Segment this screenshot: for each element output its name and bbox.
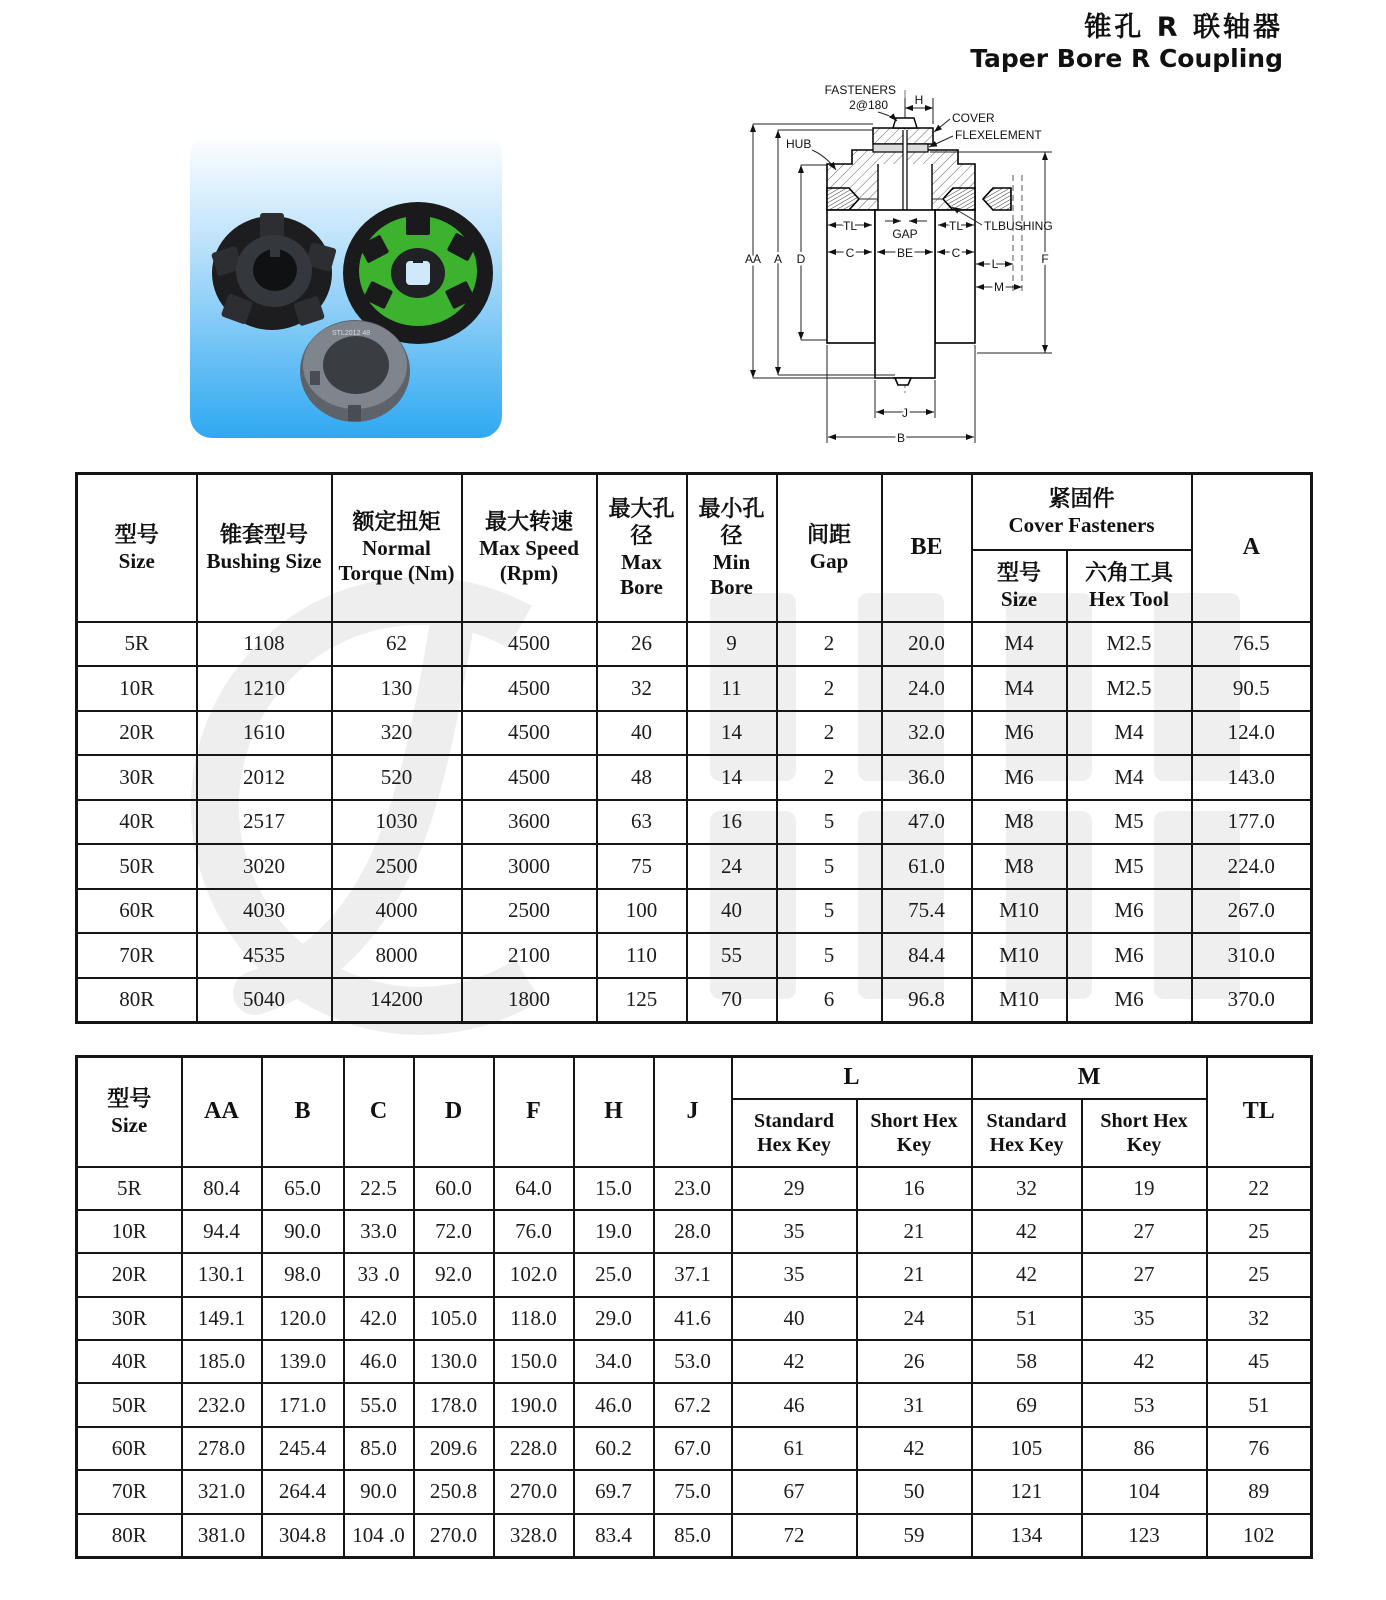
table-cell: 10R	[77, 666, 197, 711]
col-header-h: H	[574, 1057, 654, 1167]
table-cell: 26	[597, 622, 687, 667]
table-cell: 30R	[77, 1297, 182, 1340]
table-cell: 33 .0	[344, 1253, 414, 1296]
table-cell: 2517	[197, 800, 332, 845]
col-header-l-standard-hex-key: Standard Hex Key	[732, 1099, 857, 1167]
table-cell: 1210	[197, 666, 332, 711]
label-flexelement: FLEXELEMENT	[955, 128, 1042, 142]
table-cell: 24	[687, 844, 777, 889]
table-cell: 67	[732, 1470, 857, 1513]
table-cell: 22	[1207, 1167, 1312, 1210]
table-cell: 5	[777, 844, 882, 889]
table-cell: 42	[857, 1427, 972, 1470]
table-cell: 92.0	[414, 1253, 494, 1296]
table-cell: 72	[732, 1514, 857, 1557]
table-cell: 3020	[197, 844, 332, 889]
table-cell: 102	[1207, 1514, 1312, 1557]
table-row	[77, 711, 1312, 756]
table-cell: 2	[777, 711, 882, 756]
table-cell: 5R	[77, 622, 197, 667]
table-cell: 42	[732, 1340, 857, 1383]
table-cell: 4030	[197, 889, 332, 934]
table-cell: 36.0	[882, 755, 972, 800]
table-cell: 28.0	[654, 1210, 732, 1253]
table-cell: 2	[777, 755, 882, 800]
table-cell: 9	[687, 622, 777, 667]
table-cell: 50	[857, 1470, 972, 1513]
table-cell: 143.0	[1192, 755, 1312, 800]
table-cell: 177.0	[1192, 800, 1312, 845]
table-cell: 1800	[462, 978, 597, 1023]
table-cell: 2012	[197, 755, 332, 800]
table-cell: 320	[332, 711, 462, 756]
table-cell: 75	[597, 844, 687, 889]
table-cell: 20R	[77, 711, 197, 756]
spec-table-1-body	[77, 622, 1312, 1023]
table-cell: 30R	[77, 755, 197, 800]
table-cell: 171.0	[262, 1383, 344, 1426]
dim-label-c-left: C	[845, 246, 855, 260]
table-cell: 60.2	[574, 1427, 654, 1470]
table-cell: 23.0	[654, 1167, 732, 1210]
table-cell: 5	[777, 800, 882, 845]
table-cell: 21	[857, 1253, 972, 1296]
col-header-size2: 型号 Size	[77, 1057, 182, 1167]
table-cell: 41.6	[654, 1297, 732, 1340]
product-photo	[190, 133, 502, 438]
table-row	[77, 1253, 1312, 1296]
table-cell: 25	[1207, 1210, 1312, 1253]
label-hub: HUB	[786, 137, 812, 151]
table-cell: 58	[972, 1340, 1082, 1383]
table-cell: 25.0	[574, 1253, 654, 1296]
table-cell: 35	[1082, 1297, 1207, 1340]
col-header-b: B	[262, 1057, 344, 1167]
table-cell: 19.0	[574, 1210, 654, 1253]
table-cell: 6	[777, 978, 882, 1023]
table-cell: 19	[1082, 1167, 1207, 1210]
table-cell: 35	[732, 1253, 857, 1296]
table-cell: M4	[1067, 711, 1192, 756]
table-cell: 84.4	[882, 933, 972, 978]
table-cell: 328.0	[494, 1514, 574, 1557]
table-cell: M8	[972, 844, 1067, 889]
table-cell: 32	[597, 666, 687, 711]
table-cell: 50R	[77, 844, 197, 889]
table-cell: 104	[1082, 1470, 1207, 1513]
table-cell: 89	[1207, 1470, 1312, 1513]
table-cell: 150.0	[494, 1340, 574, 1383]
table-cell: 2500	[332, 844, 462, 889]
spec-table-2-container	[75, 1055, 1313, 1559]
table-cell: 1610	[197, 711, 332, 756]
table-cell: 85.0	[344, 1427, 414, 1470]
dim-label-m: M	[994, 280, 1004, 294]
table-cell: 83.4	[574, 1514, 654, 1557]
table-cell: 72.0	[414, 1210, 494, 1253]
table-cell: 67.0	[654, 1427, 732, 1470]
col-header-be: BE	[882, 474, 972, 622]
table-cell: 40	[597, 711, 687, 756]
dim-label-h: H	[914, 93, 924, 107]
table-cell: 120.0	[262, 1297, 344, 1340]
table-cell: 21	[857, 1210, 972, 1253]
col-header-size: 型号 Size	[77, 474, 197, 622]
dim-label-d: D	[796, 252, 806, 266]
table-cell: 15.0	[574, 1167, 654, 1210]
page-title-zh: 锥孔 R 联轴器	[1084, 12, 1283, 43]
page-title-en: Taper Bore R Coupling	[970, 44, 1283, 73]
table-cell: M6	[1067, 978, 1192, 1023]
table-cell: 70	[687, 978, 777, 1023]
table-row	[77, 844, 1312, 889]
table-cell: 267.0	[1192, 889, 1312, 934]
spec-table-2-body	[77, 1167, 1312, 1558]
table-cell: 232.0	[182, 1383, 262, 1426]
dim-label-aa: AA	[744, 252, 762, 266]
table-cell: 1030	[332, 800, 462, 845]
table-cell: 45	[1207, 1340, 1312, 1383]
table-cell: 46.0	[344, 1340, 414, 1383]
table-cell: 33.0	[344, 1210, 414, 1253]
table-cell: 102.0	[494, 1253, 574, 1296]
table-row	[77, 1297, 1312, 1340]
table-cell: 59	[857, 1514, 972, 1557]
table-cell: 118.0	[494, 1297, 574, 1340]
table-cell: 250.8	[414, 1470, 494, 1513]
label-tlbushing: TLBUSHING	[984, 219, 1053, 233]
table-cell: 4535	[197, 933, 332, 978]
table-cell: 76	[1207, 1427, 1312, 1470]
table-cell: 42	[1082, 1340, 1207, 1383]
table-cell: 47.0	[882, 800, 972, 845]
table-cell: 14	[687, 755, 777, 800]
col-header-j: J	[654, 1057, 732, 1167]
table-cell: 8000	[332, 933, 462, 978]
table-cell: 29.0	[574, 1297, 654, 1340]
table-cell: 321.0	[182, 1470, 262, 1513]
table-row	[77, 1340, 1312, 1383]
table-cell: 55.0	[344, 1383, 414, 1426]
col-header-c: C	[344, 1057, 414, 1167]
table-cell: 228.0	[494, 1427, 574, 1470]
table-cell: 94.4	[182, 1210, 262, 1253]
table-cell: M6	[1067, 933, 1192, 978]
table-cell: 304.8	[262, 1514, 344, 1557]
col-header-l: L	[732, 1057, 972, 1099]
table-cell: 80R	[77, 978, 197, 1023]
table-cell: M5	[1067, 844, 1192, 889]
dim-label-l: L	[991, 257, 999, 271]
table-cell: 16	[687, 800, 777, 845]
table-cell: 32.0	[882, 711, 972, 756]
table-cell: 520	[332, 755, 462, 800]
table-cell: 370.0	[1192, 978, 1312, 1023]
table-cell: 121	[972, 1470, 1082, 1513]
table-cell: 61	[732, 1427, 857, 1470]
table-cell: 26	[857, 1340, 972, 1383]
spec-table-2	[75, 1055, 1313, 1559]
table-cell: 185.0	[182, 1340, 262, 1383]
table-cell: 34.0	[574, 1340, 654, 1383]
col-header-f: F	[494, 1057, 574, 1167]
table-cell: M4	[972, 622, 1067, 667]
table-cell: 139.0	[262, 1340, 344, 1383]
table-cell: 80.4	[182, 1167, 262, 1210]
table-cell: 20R	[77, 1253, 182, 1296]
table-cell: 29	[732, 1167, 857, 1210]
col-header-cover-fasteners: 紧固件 Cover Fasteners	[972, 474, 1192, 550]
dim-label-gap: GAP	[892, 227, 918, 241]
table-cell: 90.5	[1192, 666, 1312, 711]
table-cell: 1108	[197, 622, 332, 667]
col-header-min-bore: 最小孔径 Min Bore	[687, 474, 777, 622]
table-cell: 75.0	[654, 1470, 732, 1513]
table-row	[77, 1470, 1312, 1513]
dim-label-f: F	[1041, 252, 1049, 266]
table-cell: M4	[1067, 755, 1192, 800]
table-cell: 270.0	[414, 1514, 494, 1557]
table-cell: 14200	[332, 978, 462, 1023]
table-cell: 60R	[77, 889, 197, 934]
table-cell: 2500	[462, 889, 597, 934]
table-cell: 70R	[77, 1470, 182, 1513]
table-cell: M10	[972, 889, 1067, 934]
table-row	[77, 978, 1312, 1023]
table-cell: 130.0	[414, 1340, 494, 1383]
table-cell: 110	[597, 933, 687, 978]
col-header-gap: 间距 Gap	[777, 474, 882, 622]
table-cell: 134	[972, 1514, 1082, 1557]
table-cell: 24	[857, 1297, 972, 1340]
table-cell: 40	[732, 1297, 857, 1340]
table-cell: M8	[972, 800, 1067, 845]
table-cell: 42	[972, 1253, 1082, 1296]
table-cell: 130	[332, 666, 462, 711]
table-cell: M10	[972, 933, 1067, 978]
table-cell: 69	[972, 1383, 1082, 1426]
table-cell: 25	[1207, 1253, 1312, 1296]
table-cell: 5	[777, 889, 882, 934]
label-cover: COVER	[952, 111, 995, 125]
table-cell: 190.0	[494, 1383, 574, 1426]
table-cell: 51	[1207, 1383, 1312, 1426]
dim-label-tl-right: TL	[948, 219, 964, 233]
table-cell: 124.0	[1192, 711, 1312, 756]
table-row	[77, 800, 1312, 845]
table-cell: M2.5	[1067, 666, 1192, 711]
table-cell: 130.1	[182, 1253, 262, 1296]
table-cell: 209.6	[414, 1427, 494, 1470]
table-cell: 40R	[77, 1340, 182, 1383]
table-cell: 86	[1082, 1427, 1207, 1470]
table-cell: M4	[972, 666, 1067, 711]
table-cell: 178.0	[414, 1383, 494, 1426]
table-row	[77, 1383, 1312, 1426]
table-row	[77, 1167, 1312, 1210]
table-cell: 4500	[462, 755, 597, 800]
table-row	[77, 1210, 1312, 1253]
table-cell: 27	[1082, 1210, 1207, 1253]
table-row	[77, 666, 1312, 711]
table-cell: M2.5	[1067, 622, 1192, 667]
table-cell: 381.0	[182, 1514, 262, 1557]
table-cell: 53	[1082, 1383, 1207, 1426]
table-cell: 80R	[77, 1514, 182, 1557]
table-cell: 4000	[332, 889, 462, 934]
table-cell: 125	[597, 978, 687, 1023]
table-cell: 61.0	[882, 844, 972, 889]
table-cell: 270.0	[494, 1470, 574, 1513]
table-cell: 105	[972, 1427, 1082, 1470]
table-cell: 53.0	[654, 1340, 732, 1383]
table-cell: 5040	[197, 978, 332, 1023]
table-cell: 149.1	[182, 1297, 262, 1340]
table-cell: 55	[687, 933, 777, 978]
table-cell: 48	[597, 755, 687, 800]
col-header-normal-torque: 额定扭矩 Normal Torque (Nm)	[332, 474, 462, 622]
table-cell: M10	[972, 978, 1067, 1023]
label-fasteners: FASTENERS	[824, 83, 896, 97]
table-cell: 104 .0	[344, 1514, 414, 1557]
table-cell: 264.4	[262, 1470, 344, 1513]
table-cell: 67.2	[654, 1383, 732, 1426]
table-row	[77, 889, 1312, 934]
table-cell: 40	[687, 889, 777, 934]
table-cell: 11	[687, 666, 777, 711]
col-header-aa: AA	[182, 1057, 262, 1167]
table-cell: 2100	[462, 933, 597, 978]
col-header-d: D	[414, 1057, 494, 1167]
table-cell: 16	[857, 1167, 972, 1210]
table-cell: 76.0	[494, 1210, 574, 1253]
table-cell: 100	[597, 889, 687, 934]
table-cell: 27	[1082, 1253, 1207, 1296]
table-cell: 90.0	[344, 1470, 414, 1513]
label-fasteners-qty: 2@180	[849, 98, 888, 112]
table-cell: 46.0	[574, 1383, 654, 1426]
table-cell: 2	[777, 622, 882, 667]
col-header-hex-tool: 六角工具 Hex Tool	[1067, 550, 1192, 622]
table-cell: 60R	[77, 1427, 182, 1470]
table-cell: M6	[972, 711, 1067, 756]
table-cell: 62	[332, 622, 462, 667]
table-row	[77, 622, 1312, 667]
table-cell: 3000	[462, 844, 597, 889]
col-header-tl: TL	[1207, 1057, 1312, 1167]
col-header-m-standard-hex-key: Standard Hex Key	[972, 1099, 1082, 1167]
page-title	[970, 12, 1283, 74]
table-cell: 40R	[77, 800, 197, 845]
table-cell: 245.4	[262, 1427, 344, 1470]
table-cell: 14	[687, 711, 777, 756]
bushing-marking: STL2012 48	[332, 330, 371, 337]
table-cell: 310.0	[1192, 933, 1312, 978]
dim-label-j: J	[902, 406, 908, 420]
table-cell: 123	[1082, 1514, 1207, 1557]
table-cell: 76.5	[1192, 622, 1312, 667]
table-cell: 5	[777, 933, 882, 978]
table-cell: 96.8	[882, 978, 972, 1023]
table-cell: 20.0	[882, 622, 972, 667]
table-cell: 63	[597, 800, 687, 845]
table-cell: 105.0	[414, 1297, 494, 1340]
col-header-fastener-size: 型号 Size	[972, 550, 1067, 622]
col-header-a: A	[1192, 474, 1312, 622]
dim-label-c-right: C	[951, 246, 961, 260]
table-cell: 60.0	[414, 1167, 494, 1210]
spec-table-1-container	[75, 472, 1313, 1024]
dimension-diagram	[700, 80, 1386, 470]
table-cell: 5R	[77, 1167, 182, 1210]
col-header-bushing-size: 锥套型号 Bushing Size	[197, 474, 332, 622]
table-row	[77, 1514, 1312, 1557]
table-cell: 85.0	[654, 1514, 732, 1557]
table-cell: 50R	[77, 1383, 182, 1426]
table-cell: M6	[972, 755, 1067, 800]
table-cell: 3600	[462, 800, 597, 845]
table-cell: 32	[972, 1167, 1082, 1210]
col-header-l-short-hex-key: Short Hex Key	[857, 1099, 972, 1167]
table-cell: 22.5	[344, 1167, 414, 1210]
table-cell: 42	[972, 1210, 1082, 1253]
table-cell: 46	[732, 1383, 857, 1426]
table-row	[77, 1427, 1312, 1470]
table-cell: 35	[732, 1210, 857, 1253]
table-cell: 10R	[77, 1210, 182, 1253]
table-row	[77, 933, 1312, 978]
table-cell: 4500	[462, 622, 597, 667]
table-cell: 24.0	[882, 666, 972, 711]
col-header-m-short-hex-key: Short Hex Key	[1082, 1099, 1207, 1167]
col-header-max-bore: 最大孔径 Max Bore	[597, 474, 687, 622]
table-cell: 42.0	[344, 1297, 414, 1340]
table-cell: 70R	[77, 933, 197, 978]
table-row	[77, 755, 1312, 800]
table-cell: 75.4	[882, 889, 972, 934]
table-cell: 65.0	[262, 1167, 344, 1210]
table-cell: 32	[1207, 1297, 1312, 1340]
dim-label-b: B	[896, 431, 906, 445]
table-cell: 69.7	[574, 1470, 654, 1513]
table-cell: 98.0	[262, 1253, 344, 1296]
spec-table-1	[75, 472, 1313, 1024]
table-cell: 278.0	[182, 1427, 262, 1470]
dim-label-a: A	[773, 252, 783, 266]
col-header-m: M	[972, 1057, 1207, 1099]
dim-label-be: BE	[896, 246, 914, 260]
table-cell: 64.0	[494, 1167, 574, 1210]
col-header-max-speed: 最大转速 Max Speed (Rpm)	[462, 474, 597, 622]
table-cell: 90.0	[262, 1210, 344, 1253]
table-cell: 51	[972, 1297, 1082, 1340]
table-cell: 224.0	[1192, 844, 1312, 889]
table-cell: M5	[1067, 800, 1192, 845]
table-cell: M6	[1067, 889, 1192, 934]
taper-bushing-image	[300, 320, 410, 422]
table-cell: 37.1	[654, 1253, 732, 1296]
table-cell: 2	[777, 666, 882, 711]
dim-label-tl-left: TL	[842, 219, 858, 233]
table-cell: 31	[857, 1383, 972, 1426]
table-cell: 4500	[462, 666, 597, 711]
table-cell: 4500	[462, 711, 597, 756]
